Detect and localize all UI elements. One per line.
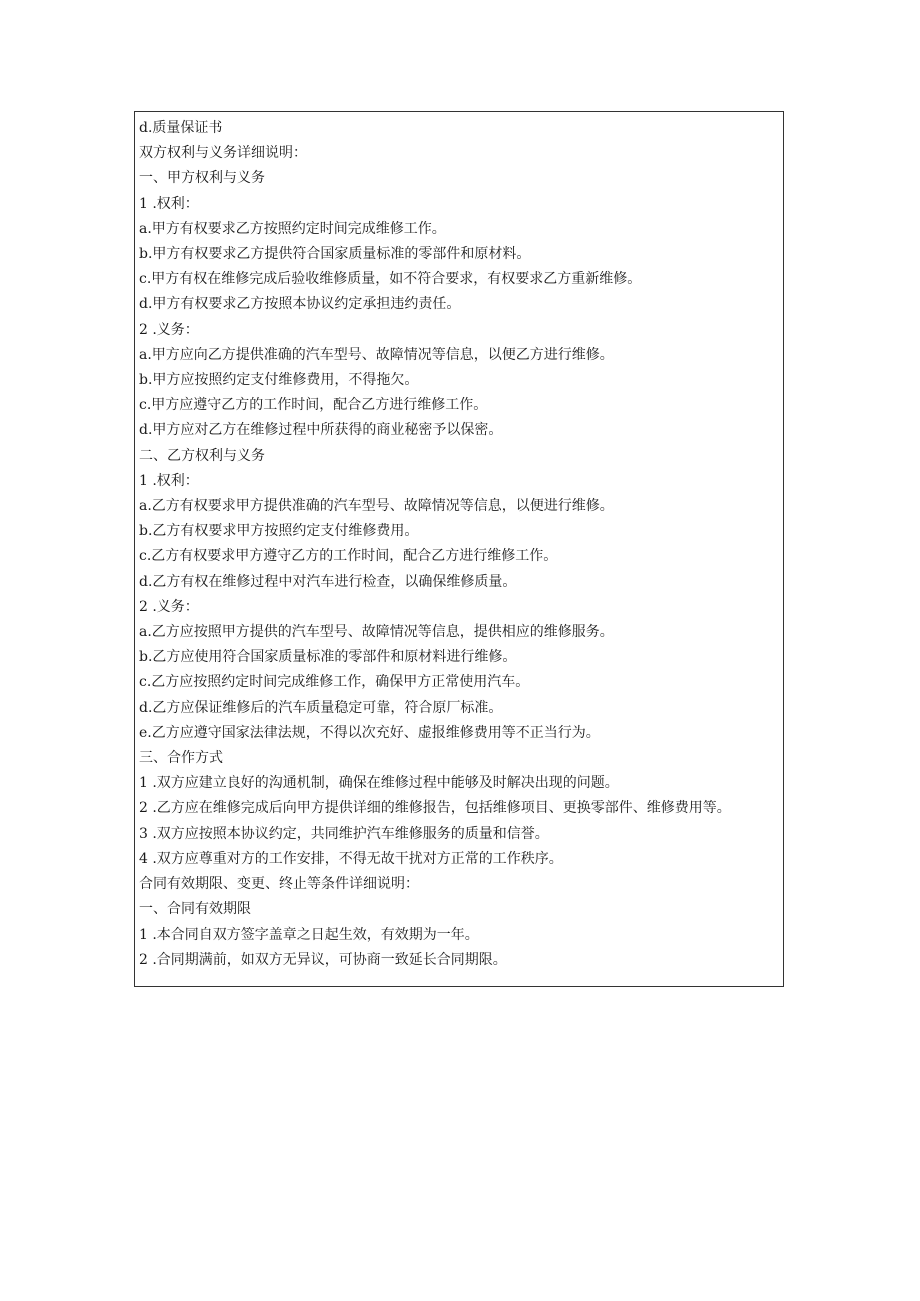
list-item: 1 .本合同自双方签字盖章之日起生效，有效期为一年。 — [139, 926, 479, 943]
list-item: c.甲方应遵守乙方的工作时间，配合乙方进行维修工作。 — [139, 397, 488, 414]
list-item: b.甲方有权要求乙方提供符合国家质量标准的零部件和原材料。 — [139, 246, 531, 263]
subsection-heading: 1 .权利： — [139, 195, 199, 212]
list-item: 2 .乙方应在维修完成后向甲方提供详细的维修报告，包括维修项目、更换零部件、维修费用等。 — [139, 800, 731, 817]
list-item: b.乙方有权要求甲方按照约定支付维修费用。 — [139, 523, 419, 540]
contract-text-box — [134, 111, 784, 987]
list-item: 2 .合同期满前，如双方无异议，可协商一致延长合同期限。 — [139, 951, 507, 968]
list-item: a.乙方有权要求甲方提供准确的汽车型号、故障情况等信息，以便进行维修。 — [139, 498, 614, 515]
list-item: b.乙方应使用符合国家质量标准的零部件和原材料进行维修。 — [139, 649, 517, 666]
section-heading: 一、合同有效期限 — [139, 901, 251, 918]
list-item: 4 .双方应尊重对方的工作安排，不得无故干扰对方正常的工作秩序。 — [139, 850, 563, 867]
list-item: 3 .双方应按照本协议约定，共同维护汽车维修服务的质量和信誉。 — [139, 825, 549, 842]
list-item: a.乙方应按照甲方提供的汽车型号、故障情况等信息，提供相应的维修服务。 — [139, 624, 614, 641]
subsection-heading: 1 .权利： — [139, 472, 199, 489]
list-item: b.甲方应按照约定支付维修费用，不得拖欠。 — [139, 372, 419, 389]
text-line: 合同有效期限、变更、终止等条件详细说明： — [139, 876, 419, 893]
list-item: d.甲方应对乙方在维修过程中所获得的商业秘密予以保密。 — [139, 422, 503, 439]
list-item: d.乙方有权在维修过程中对汽车进行检查，以确保维修质量。 — [139, 573, 517, 590]
text-line: 双方权利与义务详细说明： — [139, 145, 307, 162]
list-item: d.甲方有权要求乙方按照本协议约定承担违约责任。 — [139, 296, 461, 313]
list-item: e.乙方应遵守国家法律法规，不得以次充好、虚报维修费用等不正当行为。 — [139, 724, 600, 741]
list-item: c.乙方有权要求甲方遵守乙方的工作时间，配合乙方进行维修工作。 — [139, 548, 558, 565]
text-line: d.质量保证书 — [139, 120, 223, 136]
section-heading: 一、甲方权利与义务 — [139, 170, 265, 187]
subsection-heading: 2 .义务： — [139, 321, 199, 338]
list-item: a.甲方有权要求乙方按照约定时间完成维修工作。 — [139, 220, 446, 237]
list-item: a.甲方应向乙方提供准确的汽车型号、故障情况等信息，以便乙方进行维修。 — [139, 346, 614, 363]
list-item: 1 .双方应建立良好的沟通机制，确保在维修过程中能够及时解决出现的问题。 — [139, 775, 619, 792]
section-heading: 三、合作方式 — [139, 750, 223, 767]
subsection-heading: 2 .义务： — [139, 598, 199, 615]
list-item: c.乙方应按照约定时间完成维修工作，确保甲方正常使用汽车。 — [139, 674, 530, 691]
list-item: d.乙方应保证维修后的汽车质量稳定可靠，符合原厂标准。 — [139, 699, 503, 716]
section-heading: 二、乙方权利与义务 — [139, 447, 265, 464]
list-item: c.甲方有权在维修完成后验收维修质量，如不符合要求，有权要求乙方重新维修。 — [139, 271, 642, 288]
